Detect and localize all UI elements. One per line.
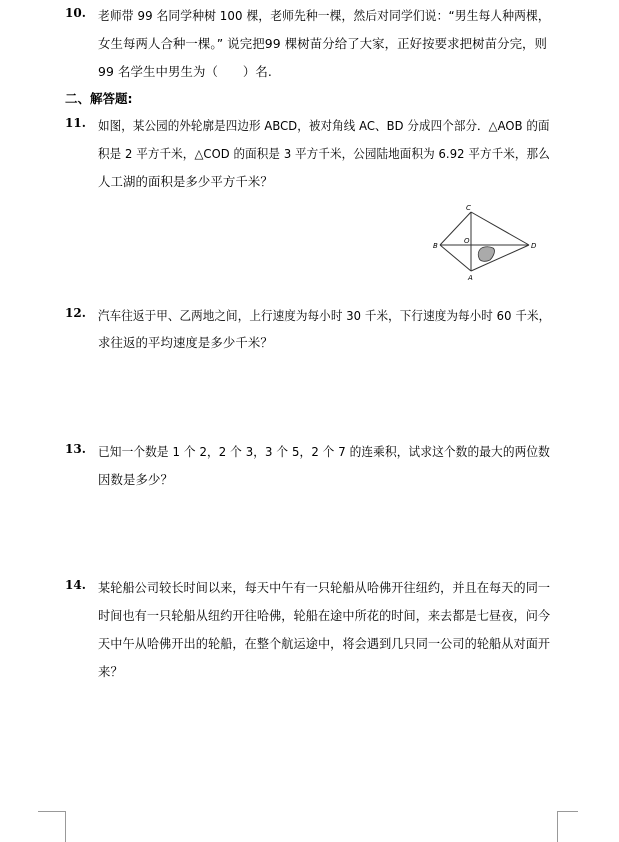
question-14-line-2: 时间也有一只轮船从纽约开往哈佛，轮船在途中所花的时间，来去都是七昼夜，问今 <box>98 608 551 623</box>
question-11-line-3: 人工湖的面积是多少平方千米？ <box>98 174 273 189</box>
edge-cd <box>471 212 529 245</box>
question-11-line-1: 如图，某公园的外轮廓是四边形 ABCD，被对角线 AC、BD 分成四个部分．△AOB 的面 <box>98 118 550 133</box>
question-10-line-1: 老师带 99 名同学种树 100 棵，老师先种一棵，然后对同学们说：“男生每人种两棵， <box>98 8 550 23</box>
lake-shape <box>478 247 494 262</box>
question-number-11: 11. <box>65 116 86 130</box>
question-number-10: 10. <box>65 6 86 20</box>
label-o: O <box>464 237 470 245</box>
question-12-line-1: 汽车往返于甲、乙两地之间，上行速度为每小时 30 千米，下行速度为每小时 60 千米， <box>98 308 551 323</box>
question-10-line-3: 99 名学生中男生为（ ）名. <box>98 64 272 79</box>
question-number-12: 12. <box>65 306 86 320</box>
question-14-line-4: 来？ <box>98 664 123 679</box>
label-d: D <box>531 242 537 250</box>
label-b: B <box>433 242 438 250</box>
page-corner-mark-right <box>557 811 578 842</box>
question-number-13: 13. <box>65 442 86 456</box>
quadrilateral-diagram <box>425 200 545 285</box>
question-13-line-2: 因数是多少？ <box>98 472 173 487</box>
question-13-line-1: 已知一个数是 1 个 2，2 个 3，3 个 5，2 个 7 的连乘积，试求这个数的最大的两位数 <box>98 444 550 459</box>
label-a: A <box>468 274 473 282</box>
label-c: C <box>466 204 471 212</box>
question-12-line-2: 求往返的平均速度是多少千米？ <box>98 335 273 350</box>
question-14-line-3: 天中午从哈佛开出的轮船，在整个航运途中，将会遇到几只同一公司的轮船从对面开 <box>98 636 551 651</box>
question-number-14: 14. <box>65 578 86 592</box>
question-14-line-1: 某轮船公司较长时间以来，每天中午有一只轮船从哈佛开往纽约，并且在每天的同一 <box>98 580 551 595</box>
question-11-line-2: 积是 2 平方千米，△COD 的面积是 3 平方千米，公园陆地面积为 6.92 平方千米，那么 <box>98 146 550 161</box>
question-10-line-2: 女生每两人合种一棵。” 说完把99 棵树苗分给了大家，正好按要求把树苗分完，则 <box>98 36 548 51</box>
section-heading: 二、解答题: <box>65 91 133 106</box>
page-corner-mark-left <box>38 811 66 842</box>
edge-ba <box>440 245 471 271</box>
